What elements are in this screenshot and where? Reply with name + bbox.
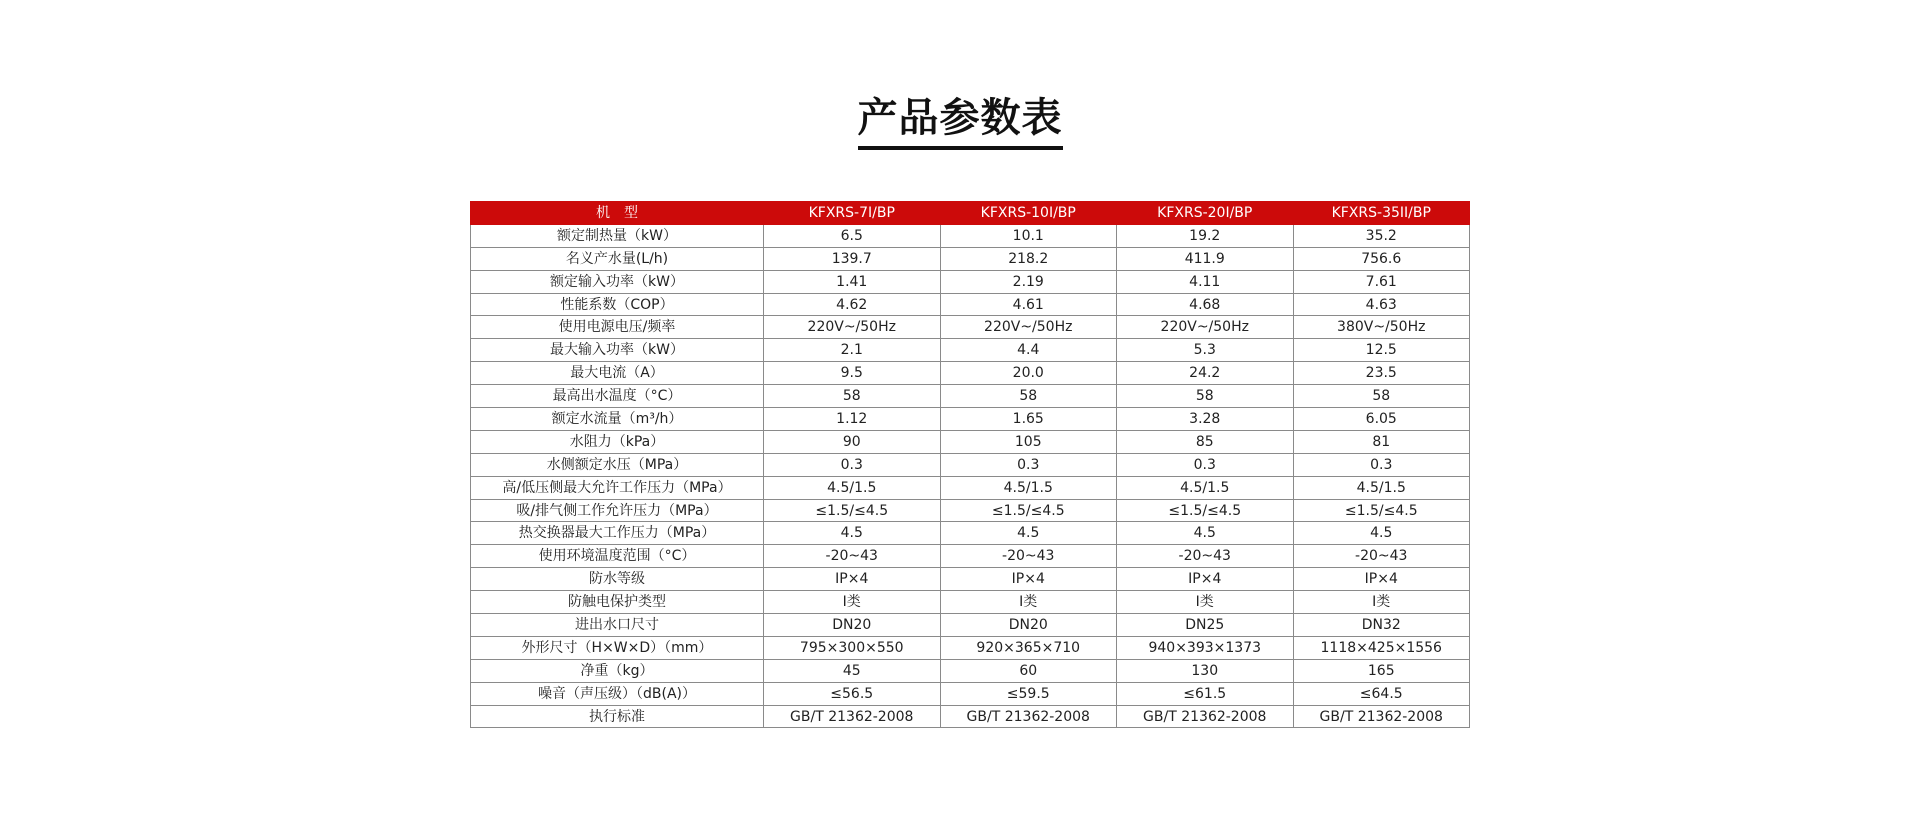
value-cell: 0.3 <box>940 453 1117 476</box>
value-cell: ≤61.5 <box>1117 682 1294 705</box>
value-cell: ≤64.5 <box>1293 682 1470 705</box>
row-label-cell: 净重（kg） <box>471 659 764 682</box>
value-cell: 139.7 <box>764 247 941 270</box>
value-cell: 220V~/50Hz <box>940 316 1117 339</box>
table-row <box>471 476 1470 499</box>
table-row <box>471 568 1470 591</box>
value-cell: -20~43 <box>940 545 1117 568</box>
value-cell: 19.2 <box>1117 224 1294 247</box>
value-cell: 4.61 <box>940 293 1117 316</box>
table-row <box>471 659 1470 682</box>
table-row <box>471 545 1470 568</box>
value-cell: I类 <box>940 591 1117 614</box>
value-cell: 35.2 <box>1293 224 1470 247</box>
header-label-cell: 机 型 <box>471 202 764 225</box>
row-label-cell: 使用电源电压/频率 <box>471 316 764 339</box>
value-cell: 3.28 <box>1117 408 1294 431</box>
value-cell: 4.5 <box>764 522 941 545</box>
table-body <box>471 224 1470 728</box>
table-row <box>471 614 1470 637</box>
row-label-cell: 高/低压侧最大允许工作压力（MPa） <box>471 476 764 499</box>
row-label-cell: 进出水口尺寸 <box>471 614 764 637</box>
value-cell: 4.5 <box>940 522 1117 545</box>
value-cell: ≤56.5 <box>764 682 941 705</box>
header-model-cell: KFXRS-20I/BP <box>1117 202 1294 225</box>
value-cell: I类 <box>1117 591 1294 614</box>
value-cell: -20~43 <box>1117 545 1294 568</box>
value-cell: 9.5 <box>764 362 941 385</box>
value-cell: 795×300×550 <box>764 636 941 659</box>
value-cell: 81 <box>1293 430 1470 453</box>
row-label-cell: 执行标准 <box>471 705 764 728</box>
value-cell: ≤1.5/≤4.5 <box>1293 499 1470 522</box>
table-row <box>471 705 1470 728</box>
table-row <box>471 591 1470 614</box>
value-cell: I类 <box>1293 591 1470 614</box>
header-model-cell: KFXRS-10I/BP <box>940 202 1117 225</box>
value-cell: GB/T 21362-2008 <box>1117 705 1294 728</box>
value-cell: 756.6 <box>1293 247 1470 270</box>
value-cell: 4.5/1.5 <box>940 476 1117 499</box>
value-cell: GB/T 21362-2008 <box>1293 705 1470 728</box>
page-title: 产品参数表 <box>858 92 1063 150</box>
value-cell: 4.63 <box>1293 293 1470 316</box>
value-cell: 24.2 <box>1117 362 1294 385</box>
value-cell: 7.61 <box>1293 270 1470 293</box>
table-row <box>471 316 1470 339</box>
row-label-cell: 防触电保护类型 <box>471 591 764 614</box>
value-cell: -20~43 <box>1293 545 1470 568</box>
value-cell: IP×4 <box>1293 568 1470 591</box>
row-label-cell: 额定输入功率（kW） <box>471 270 764 293</box>
value-cell: -20~43 <box>764 545 941 568</box>
table-row <box>471 522 1470 545</box>
value-cell: 105 <box>940 430 1117 453</box>
table-row <box>471 408 1470 431</box>
value-cell: 218.2 <box>940 247 1117 270</box>
value-cell: 220V~/50Hz <box>1117 316 1294 339</box>
value-cell: IP×4 <box>764 568 941 591</box>
value-cell: DN32 <box>1293 614 1470 637</box>
value-cell: ≤1.5/≤4.5 <box>764 499 941 522</box>
row-label-cell: 最大输入功率（kW） <box>471 339 764 362</box>
value-cell: 411.9 <box>1117 247 1294 270</box>
header-model-cell: KFXRS-35II/BP <box>1293 202 1470 225</box>
value-cell: 5.3 <box>1117 339 1294 362</box>
row-label-cell: 热交换器最大工作压力（MPa） <box>471 522 764 545</box>
table-row <box>471 385 1470 408</box>
value-cell: GB/T 21362-2008 <box>940 705 1117 728</box>
value-cell: 165 <box>1293 659 1470 682</box>
value-cell: 12.5 <box>1293 339 1470 362</box>
value-cell: 60 <box>940 659 1117 682</box>
value-cell: 940×393×1373 <box>1117 636 1294 659</box>
table-header-row <box>471 202 1470 225</box>
value-cell: 220V~/50Hz <box>764 316 941 339</box>
value-cell: GB/T 21362-2008 <box>764 705 941 728</box>
value-cell: 2.19 <box>940 270 1117 293</box>
value-cell: 2.1 <box>764 339 941 362</box>
value-cell: ≤1.5/≤4.5 <box>1117 499 1294 522</box>
table-row <box>471 293 1470 316</box>
value-cell: 4.62 <box>764 293 941 316</box>
value-cell: 1.41 <box>764 270 941 293</box>
spec-table <box>470 201 1470 728</box>
header-model-cell: KFXRS-7I/BP <box>764 202 941 225</box>
table-row <box>471 247 1470 270</box>
value-cell: 4.5/1.5 <box>1293 476 1470 499</box>
table-row <box>471 682 1470 705</box>
value-cell: DN20 <box>940 614 1117 637</box>
value-cell: 4.68 <box>1117 293 1294 316</box>
value-cell: 1118×425×1556 <box>1293 636 1470 659</box>
row-label-cell: 防水等级 <box>471 568 764 591</box>
value-cell: 130 <box>1117 659 1294 682</box>
row-label-cell: 额定水流量（m³/h） <box>471 408 764 431</box>
row-label-cell: 最大电流（A） <box>471 362 764 385</box>
value-cell: 10.1 <box>940 224 1117 247</box>
value-cell: 0.3 <box>764 453 941 476</box>
table-row <box>471 362 1470 385</box>
table-row <box>471 339 1470 362</box>
value-cell: IP×4 <box>940 568 1117 591</box>
table-row <box>471 430 1470 453</box>
value-cell: 45 <box>764 659 941 682</box>
row-label-cell: 水阻力（kPa） <box>471 430 764 453</box>
value-cell: 20.0 <box>940 362 1117 385</box>
value-cell: 58 <box>1117 385 1294 408</box>
value-cell: 23.5 <box>1293 362 1470 385</box>
row-label-cell: 额定制热量（kW） <box>471 224 764 247</box>
row-label-cell: 外形尺寸（H×W×D）（mm） <box>471 636 764 659</box>
value-cell: 0.3 <box>1293 453 1470 476</box>
value-cell: 0.3 <box>1117 453 1294 476</box>
value-cell: 58 <box>1293 385 1470 408</box>
value-cell: I类 <box>764 591 941 614</box>
row-label-cell: 使用环境温度范围（°C） <box>471 545 764 568</box>
table-row <box>471 453 1470 476</box>
value-cell: 85 <box>1117 430 1294 453</box>
value-cell: IP×4 <box>1117 568 1294 591</box>
value-cell: 90 <box>764 430 941 453</box>
value-cell: 4.11 <box>1117 270 1294 293</box>
value-cell: 58 <box>764 385 941 408</box>
value-cell: 920×365×710 <box>940 636 1117 659</box>
value-cell: DN25 <box>1117 614 1294 637</box>
value-cell: DN20 <box>764 614 941 637</box>
value-cell: 1.12 <box>764 408 941 431</box>
row-label-cell: 最高出水温度（°C） <box>471 385 764 408</box>
table-row <box>471 224 1470 247</box>
value-cell: 1.65 <box>940 408 1117 431</box>
value-cell: 6.5 <box>764 224 941 247</box>
value-cell: 4.5 <box>1117 522 1294 545</box>
page-title-container <box>0 92 1920 150</box>
row-label-cell: 性能系数（COP） <box>471 293 764 316</box>
row-label-cell: 名义产水量(L/h) <box>471 247 764 270</box>
table-row <box>471 636 1470 659</box>
row-label-cell: 水侧额定水压（MPa） <box>471 453 764 476</box>
value-cell: 4.5/1.5 <box>764 476 941 499</box>
value-cell: 4.5/1.5 <box>1117 476 1294 499</box>
row-label-cell: 吸/排气侧工作允许压力（MPa） <box>471 499 764 522</box>
row-label-cell: 噪音（声压级）（dB(A)） <box>471 682 764 705</box>
value-cell: 58 <box>940 385 1117 408</box>
table-row <box>471 270 1470 293</box>
table-row <box>471 499 1470 522</box>
value-cell: 4.5 <box>1293 522 1470 545</box>
value-cell: 6.05 <box>1293 408 1470 431</box>
value-cell: ≤1.5/≤4.5 <box>940 499 1117 522</box>
value-cell: 4.4 <box>940 339 1117 362</box>
value-cell: 380V~/50Hz <box>1293 316 1470 339</box>
value-cell: ≤59.5 <box>940 682 1117 705</box>
